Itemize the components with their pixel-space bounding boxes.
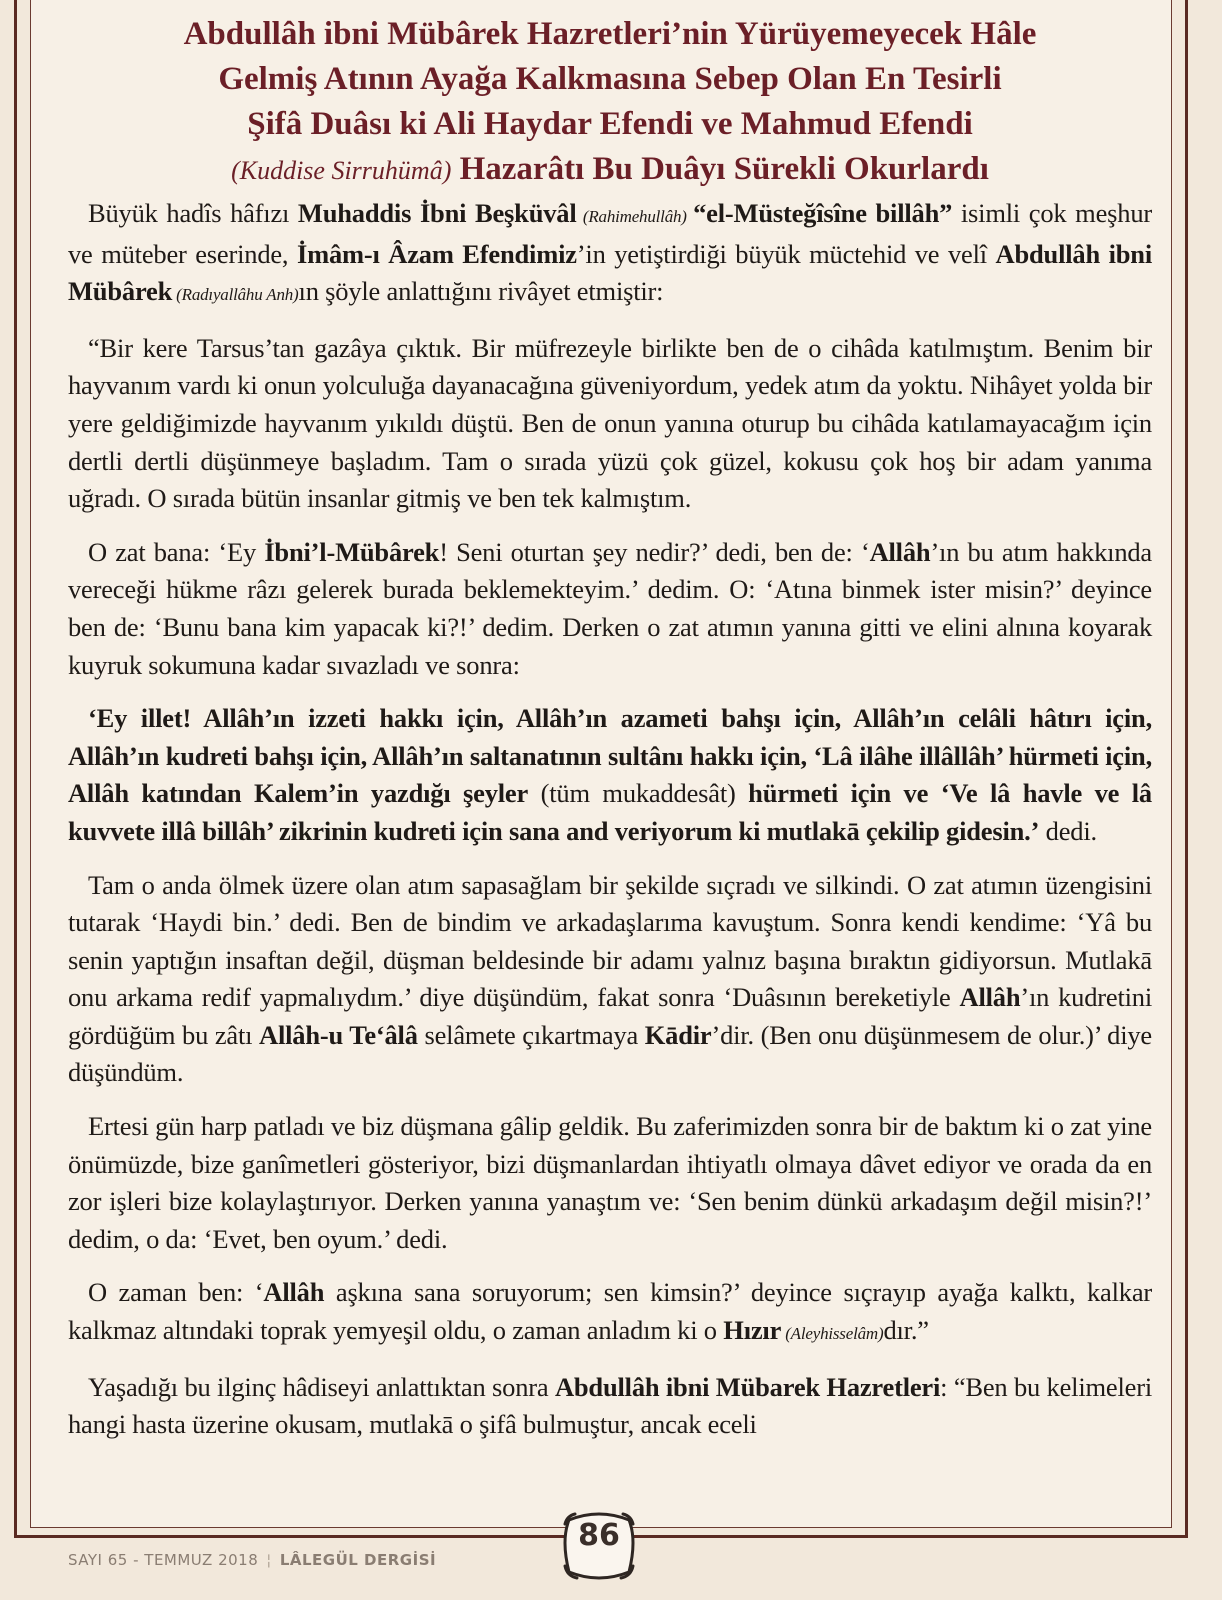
prayer-text: ‘Ey illet! Allâh’ın izzeti hakkı için, Allâh’ın azameti bahşı için, Allâh’ın celâli hâtırı için, Allâh’ın kudreti bahşı için, Allâh’ın saltanatının sultânı hakkı için, ‘Lâ ilâhe illâllâh’ hürmeti için, Allâh katından Kalem’in yazdığı şeyler — [68, 703, 1152, 809]
title-line-3: Şifâ Duâsı ki Ali Haydar Efendi ve Mahmud Efendi — [247, 106, 973, 142]
bold-text: Allâh — [959, 982, 1021, 1013]
text: O zaman ben: ‘ — [88, 1277, 264, 1308]
bold-text: Abdullâh ibni Mübarek Hazretleri — [554, 1371, 941, 1402]
text: isimli çok meşhur ve müteber eserinde, — [68, 198, 1152, 269]
honorific-note: (Radıyallâhu Anh) — [172, 285, 299, 305]
bold-text: Hızır — [723, 1315, 782, 1346]
bold-text: İbni’l-Mübârek — [264, 536, 440, 567]
paragraph-5 — [68, 867, 1152, 1093]
paragraph-2: “Bir kere Tarsus’tan gazâya çıktık. Bir müfrezeyle birlikte ben de o cihâda katılmıştım. Benim bir hayvanım vardı ki onun yolculuğa dayanacağına güveniyordum, yedek atım da yoktu. Nihâyet yolda bir yere geldiğimizde hayvanım yıkıldı düştü. Ben de onun yanına oturup bu cihâda katılamayacağım için dertli dertli düşünmeye başladım. Tam o sırada yüzü çok güzel, kokusu çok hoş bir adam yanıma uğradı. O sırada bütün insanlar gitmiş ve ben tek kalmıştım. — [68, 332, 1152, 514]
bold-text: Allâh — [869, 536, 931, 567]
honorific-note: (Rahimehullâh) — [576, 207, 694, 226]
bold-text: Allâh-u Te‘âlâ — [259, 1019, 418, 1050]
text: : “Ben bu kelimeleri hangi hasta üzerine okusam, mutlakā o şifâ bulmuştur, ancak eceli — [68, 1371, 1152, 1440]
text: dır.” — [883, 1315, 929, 1346]
footer-issue-info — [68, 1551, 436, 1569]
paragraph-7 — [68, 1274, 1152, 1352]
paragraph-4-prayer — [68, 700, 1152, 850]
bold-text: İmâm-ı Âzam Efendimiz — [296, 238, 577, 269]
text: ın şöyle anlattığını rivâyet etmiştir: — [298, 276, 664, 307]
article-title — [68, 12, 1152, 193]
bold-text: Allâh — [263, 1277, 325, 1308]
title-line-2: Gelmiş Atının Ayağa Kalkmasına Sebep Olan En Tesirli — [218, 61, 1002, 97]
title-line-1: Abdullâh ibni Mübârek Hazretleri’nin Yürüyemeyecek Hâle — [183, 16, 1037, 52]
text: ’dir. (Ben onu düşünmesem de olur.)’ diye düşündüm. — [68, 1019, 1152, 1088]
issue-label: SAYI 65 - TEMMUZ 2018 — [68, 1551, 259, 1569]
text: ’in yetiştirdiği büyük müctehid ve velî — [576, 238, 996, 269]
page-number: 86 — [578, 1518, 620, 1553]
text: dedi. — [1039, 815, 1097, 846]
prayer-text: hürmeti için ve ‘Ve lâ havle ve lâ kuvvete illâ billâh’ zikrinin kudreti için sana and veriyorum ki mutlakā çekilip gidesin.’ — [68, 778, 1152, 846]
article — [68, 12, 1152, 1460]
text: (tüm mukaddesât) — [528, 778, 749, 809]
text: Büyük hadîs hâfızı — [88, 198, 298, 228]
title-honorific: (Kuddise Sirruhümâ) — [231, 156, 452, 185]
bold-text: Muhaddis İbni Beşküvâl — [297, 198, 577, 228]
honorific-note: (Aleyhisselâm) — [781, 1324, 884, 1344]
bold-text: Abdullâh ibni Mübârek — [68, 238, 1153, 307]
paragraph-3 — [68, 534, 1152, 684]
paragraph-1 — [68, 195, 1152, 314]
paragraph-6: Ertesi gün harp patladı ve biz düşmana gâlip geldik. Bu zaferimizden sonra bir de baktım ki o zat yine önümüzde, bize ganîmetleri gösteriyor, bizi düşmanlardan ihtiyatlı olmaya dâvet ediyor ve orada da en zor işleri bize kolaylaştırıyor. Derken yanına yanaştım ve: ‘Sen benim dünkü arkadaşım değil misin?!’ dedim, o da: ‘Evet, ben oyum.’ dedi. — [68, 1111, 1152, 1254]
paragraph-8 — [68, 1369, 1152, 1444]
text: ’ın bu atım hakkında vereceği hükme râzı gelerek burada beklemekteyim.’ dedim. O: ‘Atına binmek ister misin?’ deyince ben de: ‘Bunu bana kim yapacak ki?!’ dedim. Derken o zat atımın yanına gitti ve elini alnına koyarak kuyruk sokumuna kadar sıvazladı ve sonra: — [68, 536, 1152, 680]
text: aşkına sana soruyorum; sen kimsin?’ deyince sıçrayıp ayağa kalktı, kalkar kalkmaz altındaki toprak yemyeşil oldu, o zaman anladım ki o — [68, 1277, 1152, 1346]
footer-separator: ¦ — [266, 1551, 272, 1569]
text: O zat bana: ‘Ey — [88, 536, 265, 567]
text: ! Seni oturtan şey nedir?’ dedi, ben de: ‘ — [439, 536, 870, 567]
text: selâmete çıkartmaya — [417, 1019, 645, 1050]
bold-text: Kādir — [644, 1019, 712, 1050]
title-line-4-text: Hazarâtı Bu Duâyı Sürekli Okurlardı — [451, 151, 989, 187]
text: Yaşadığı bu ilginç hâdiseyi anlattıktan sonra — [88, 1371, 555, 1402]
title-line-4 — [68, 147, 1152, 193]
book-title: “el-Müsteğîsîne billâh” — [693, 198, 953, 228]
text: ’ın kudretini gördüğüm bu zâtı — [68, 982, 1153, 1050]
text: Tam o anda ölmek üzere olan atım sapasağlam bir şekilde sıçradı ve silkindi. O zat atımın üzengisini tutarak ‘Haydi bin.’ dedi. Ben de bindim ve arkadaşlarıma kavuştum. Sonra kendi kendime: ‘Yâ bu senin yaptığın insaftan değil, düşman beldesinde bir adamı yalnız başına bıraktın gidiyorsun. Mutlakā onu arkama redif yapmalıydım.’ diye düşündüm, fakat sonra ‘Duâsının bereketiyle — [68, 869, 1152, 1013]
magazine-name: LÂLEGÜL DERGİSİ — [279, 1551, 437, 1569]
